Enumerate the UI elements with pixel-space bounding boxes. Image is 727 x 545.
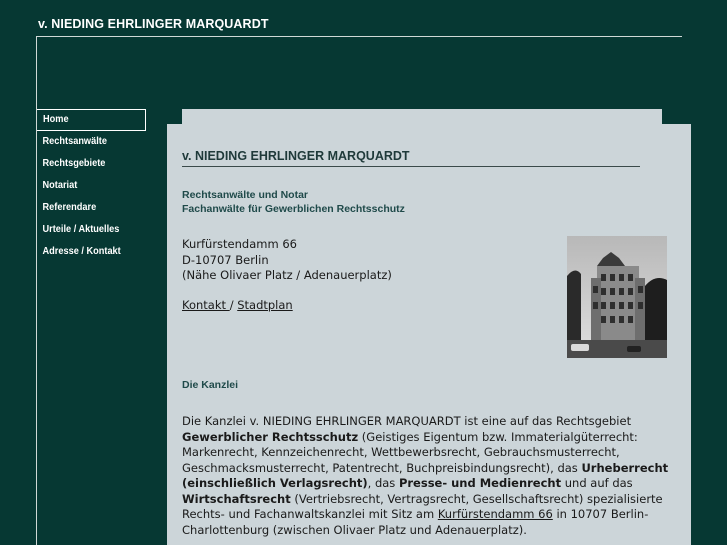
nav-item-home-label: Home <box>43 114 69 125</box>
address-block <box>182 237 392 284</box>
desc-bold-4: Wirtschaftsrecht <box>182 491 291 506</box>
desc-text-6: in 10707 Berlin-Charlottenburg (zwischen Olivaer Platz und Adenauerplatz). <box>182 507 649 537</box>
address-street: Kurfürstendamm 66 <box>182 237 297 251</box>
nav-item-referendare[interactable]: Referendare <box>42 202 97 213</box>
content-panel <box>167 124 691 545</box>
nav-item-adresse-kontakt[interactable]: Adresse / Kontakt <box>42 246 121 257</box>
address-link[interactable]: Kurfürstendamm 66 <box>437 507 553 521</box>
site-title: v. NIEDING EHRLINGER MARQUARDT <box>38 17 269 31</box>
building-photo <box>567 236 667 358</box>
desc-bold-1: Gewerblicher Rechtsschutz <box>182 429 359 444</box>
kontakt-link[interactable]: Kontakt <box>182 298 230 312</box>
contact-links <box>182 298 293 312</box>
nav-item-rechtsgebiete[interactable]: Rechtsgebiete <box>42 158 106 169</box>
links-separator: / <box>229 298 234 312</box>
header-divider <box>36 36 682 37</box>
desc-text-2: (Geistiges Eigentum bzw. Immaterialgüterrecht: Markenrecht, Kennzeichenrecht, Wettbewerbsrecht, Gebrauchsmusterrecht, Geschmacksmusterrecht, Patentrecht, Buchpreisbindungsrecht), das <box>182 429 638 475</box>
nav-item-urteile-aktuelles[interactable]: Urteile / Aktuelles <box>42 224 120 235</box>
main-navigation <box>37 109 147 263</box>
nav-item-rechtsanwaelte[interactable]: Rechtsanwälte <box>42 136 107 147</box>
desc-text-4: und auf das <box>561 476 633 490</box>
subtitle-line-1: Rechtsanwälte und Notar <box>182 189 309 201</box>
section-heading-kanzlei: Die Kanzlei <box>182 379 239 391</box>
desc-text-3: , das <box>367 476 399 490</box>
subtitle-line-2: Fachanwälte für Gewerblichen Rechtsschutz <box>182 203 405 215</box>
stadtplan-link[interactable]: Stadtplan <box>237 298 293 312</box>
address-note: (Nähe Olivaer Platz / Adenauerplatz) <box>182 268 392 282</box>
nav-item-notariat[interactable]: Notariat <box>42 180 78 191</box>
desc-bold-2: Urheberrecht (einschließlich Verlagsrecht) <box>182 460 669 490</box>
content-subtitle <box>182 188 405 216</box>
content-title-divider <box>182 166 640 167</box>
content-title: v. NIEDING EHRLINGER MARQUARDT <box>182 149 410 163</box>
content-tab <box>182 109 662 124</box>
desc-bold-3: Presse- und Medienrecht <box>398 476 562 490</box>
kanzlei-description <box>182 414 682 538</box>
desc-text-1: Die Kanzlei v. NIEDING EHRLINGER MARQUARDT ist eine auf das Rechtsgebiet <box>182 414 632 428</box>
desc-text-5: (Vertriebsrecht, Vertragsrecht, Gesellschaftsrecht) spezialisierte Rechts- und Fachanwaltskanzlei mit Sitz am <box>182 491 663 521</box>
nav-item-home[interactable] <box>37 109 146 131</box>
address-city: D-10707 Berlin <box>182 252 269 267</box>
